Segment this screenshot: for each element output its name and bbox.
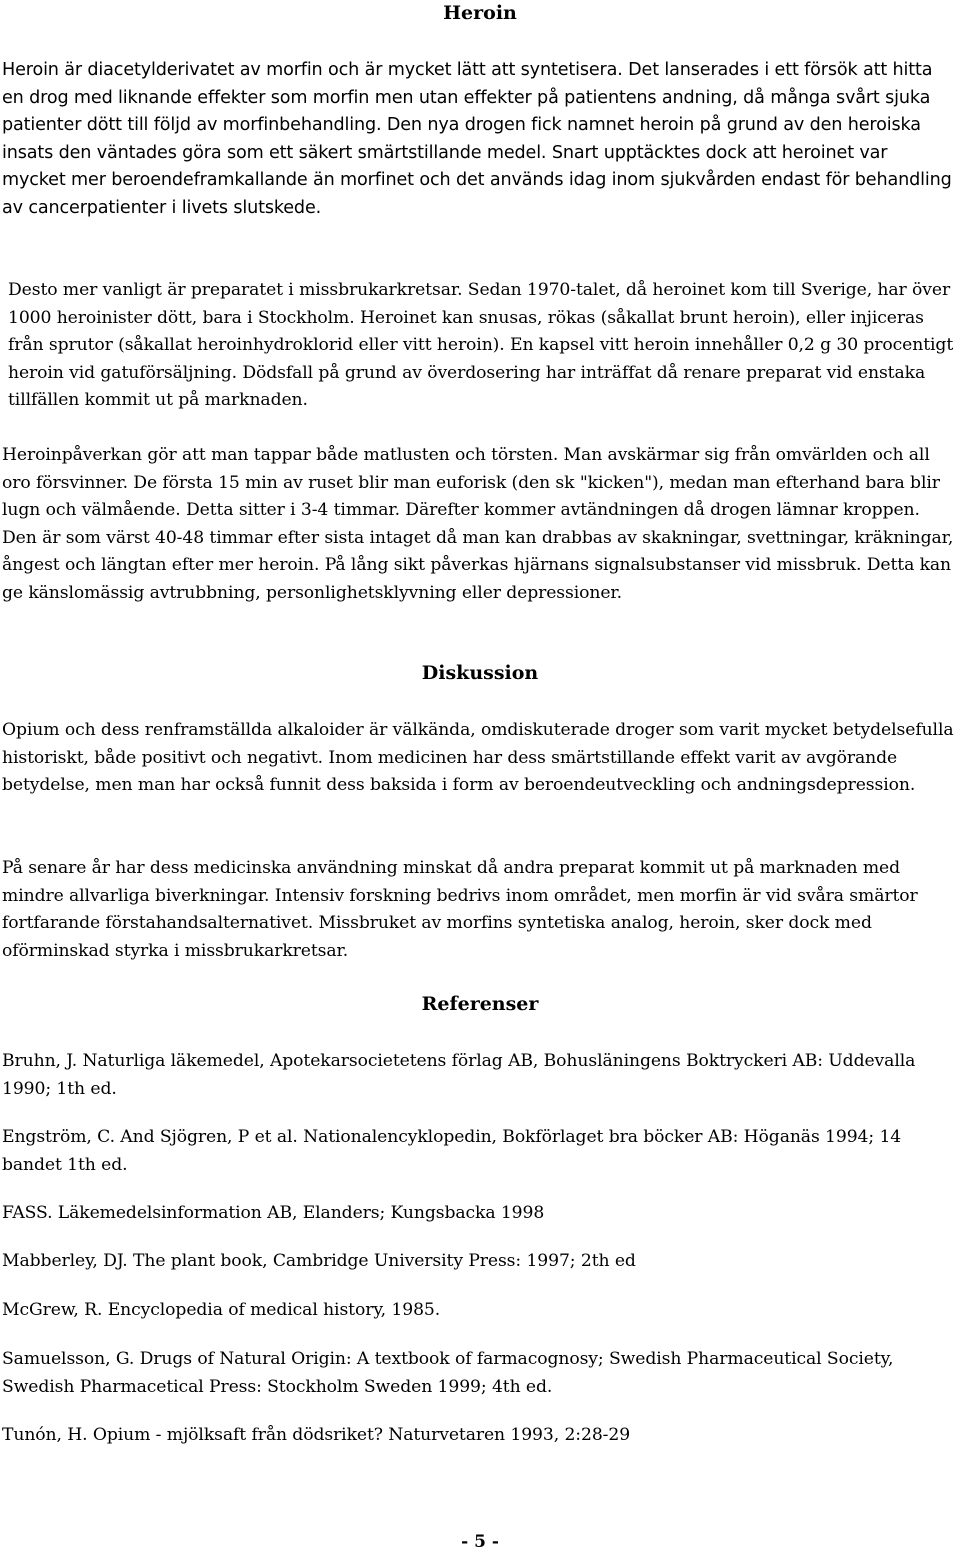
page-title: Heroin — [443, 2, 517, 24]
abuse-paragraph: Desto mer vanligt är preparatet i missbrukarkretsar. Sedan 1970-talet, då heroinet kom till Sverige, har över 1000 heroinister dött, bara i Stockholm. Heroinet kan snusas, rökas (såkallat brunt heroin), eller injiceras från sprutor (såkallat heroinhydroklorid eller vitt heroin). En kapsel vitt heroin innehåller 0,2 g 30 procentigt heroin vid gatuförsäljning. Dödsfall på grund av överdosering har inträffat då renare preparat vid enstaka tillfällen kommit ut på marknaden. — [8, 280, 954, 410]
discussion-paragraph-2: På senare år har dess medicinska användning minskat då andra preparat kommit ut på marknaden med mindre allvarliga biverkningar. Intensiv forskning bedrivs inom området, men morfin är vid svåra smärtor fortfarande förstahandsalternativet. Missbruket av morfins syntetiska analog, heroin, sker dock med oförminskad styrka i missbrukarkretsar. — [2, 858, 918, 961]
references-heading: Referenser — [421, 993, 539, 1015]
intro-paragraph: Heroin är diacetylderivatet av morfin och är mycket lätt att syntetisera. Det lanserades i ett försök att hitta en drog med liknande effekter som morfin men utan effekter på patientens andning, då många svårt sjuka patienter dött till följd av morfinbehandling. Den nya drogen fick namnet heroin på grund av den heroiska insats den väntades göra som ett säkert smärtstillande medel. Snart upptäcktes dock att heroinet var mycket mer beroendeframkallande än morfinet och det används idag inom sjukvården endast för behandling av cancerpatienter i livets slutskede. — [2, 60, 952, 218]
reference-item: Mabberley, DJ. The plant book, Cambridge University Press: 1997; 2th ed — [2, 1251, 636, 1271]
page-number: - 5 - — [461, 1532, 499, 1552]
reference-item: Tunón, H. Opium - mjölksaft från dödsriket? Naturvetaren 1993, 2:28-29 — [2, 1425, 631, 1445]
reference-item: Samuelsson, G. Drugs of Natural Origin: A textbook of farmacognosy; Swedish Pharmaceutical Society, Swedish Pharmacetical Press: Stockholm Sweden 1999; 4th ed. — [2, 1349, 894, 1397]
reference-item: FASS. Läkemedelsinformation AB, Elanders; Kungsbacka 1998 — [2, 1203, 545, 1223]
discussion-heading: Diskussion — [421, 662, 539, 684]
discussion-paragraph-1: Opium och dess renframställda alkaloider är välkända, omdiskuterade droger som varit mycket betydelsefulla historiskt, både positivt och negativt. Inom medicinen har dess smärtstillande effekt varit av avgörande betydelse, men man har också funnit dess baksida i form av beroendeutveckling och andningsdepression. — [2, 720, 954, 795]
reference-item: McGrew, R. Encyclopedia of medical history, 1985. — [2, 1300, 441, 1320]
reference-item: Engström, C. And Sjögren, P et al. Nationalencyklopedin, Bokförlaget bra böcker AB: Höganäs 1994; 14 bandet 1th ed. — [2, 1127, 902, 1175]
reference-item: Bruhn, J. Naturliga läkemedel, Apotekarsocietetens förlag AB, Bohusläningens Boktryckeri AB: Uddevalla 1990; 1th ed. — [2, 1051, 916, 1099]
effects-paragraph: Heroinpåverkan gör att man tappar både matlusten och törsten. Man avskärmar sig från omvärlden och all oro försvinner. De första 15 min av ruset blir man euforisk (den sk "kicken"), medan man efterhand bara blir lugn och välmående. Detta sitter i 3-4 timmar. Därefter kommer avtändningen då drogen lämnar kroppen. Den är som värst 40-48 timmar efter sista intaget då man kan drabbas av skakningar, svettningar, kräkningar, ångest och längtan efter mer heroin. På lång sikt påverkas hjärnans signalsubstanser vid missbruk. Detta kan ge känslomässig avtrubbning, personlighetsklyvning eller depressioner. — [2, 445, 954, 603]
